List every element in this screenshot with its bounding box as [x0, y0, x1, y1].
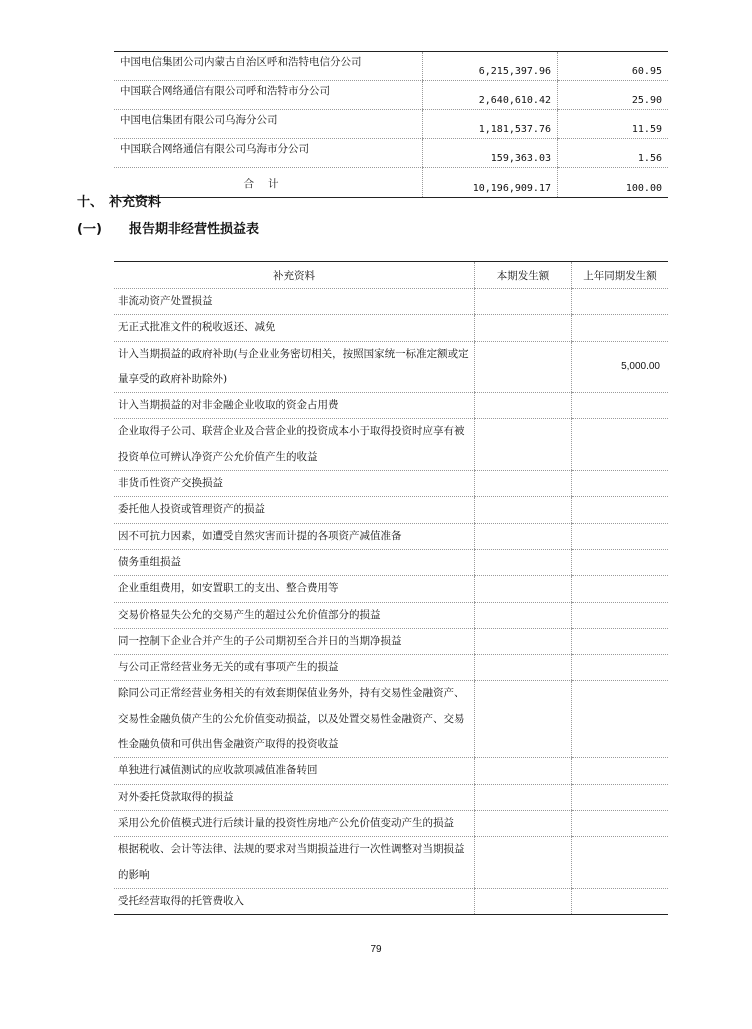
table-row: [114, 289, 668, 315]
prior-period-value: [572, 837, 669, 889]
table-row: [114, 810, 668, 836]
prior-period-value: [572, 576, 669, 602]
supplier-amount: 1,181,537.76: [423, 110, 558, 139]
item-label: 企业重组费用，如安置职工的支出、整合费用等: [114, 576, 475, 602]
item-label: 非货币性资产交换损益: [114, 471, 475, 497]
subsection-number: (一): [77, 222, 102, 237]
item-label: 计入当期损益的对非金融企业收取的资金占用费: [114, 393, 475, 419]
table-row: [114, 419, 668, 471]
current-period-value: [475, 549, 572, 575]
table-row: [114, 576, 668, 602]
table-row: [114, 315, 668, 341]
prior-period-value: [572, 523, 669, 549]
table-row: [114, 655, 668, 681]
table-row: [114, 837, 668, 889]
prior-period-value: [572, 419, 669, 471]
current-period-value: [475, 784, 572, 810]
supplier-name: 中国联合网络通信有限公司乌海市分公司: [114, 139, 423, 168]
prior-period-value: [572, 655, 669, 681]
current-period-value: [475, 758, 572, 784]
item-label: 计入当期损益的政府补助(与企业业务密切相关，按照国家统一标准定额或定量享受的政府补助除外): [114, 341, 475, 393]
current-period-value: [475, 655, 572, 681]
prior-period-value: [572, 549, 669, 575]
subsection-title: 报告期非经营性损益表: [129, 222, 260, 237]
table-row: [114, 471, 668, 497]
prior-period-value: [572, 784, 669, 810]
item-label: 与公司正常经营业务无关的或有事项产生的损益: [114, 655, 475, 681]
current-period-value: [475, 523, 572, 549]
item-label: 采用公允价值模式进行后续计量的投资性房地产公允价值变动产生的损益: [114, 810, 475, 836]
current-period-value: [475, 393, 572, 419]
prior-period-value: [572, 393, 669, 419]
prior-period-value: [572, 888, 669, 914]
supplier-amount: 2,640,610.42: [423, 81, 558, 110]
table-row: [114, 784, 668, 810]
section-number: 十、: [77, 195, 104, 210]
supplier-amount: 6,215,397.96: [423, 52, 558, 81]
table-row: [114, 81, 668, 110]
supplier-amount: 159,363.03: [423, 139, 558, 168]
current-period-value: [475, 471, 572, 497]
header-prior-period: 上年同期发生额: [572, 262, 669, 289]
item-label: 债务重组损益: [114, 549, 475, 575]
section-heading: [77, 191, 161, 210]
item-label: 根据税收、会计等法律、法规的要求对当期损益进行一次性调整对当期损益的影响: [114, 837, 475, 889]
supplier-ratio: 1.56: [558, 139, 669, 168]
header-current-period: 本期发生额: [475, 262, 572, 289]
prior-period-value: [572, 602, 669, 628]
prior-period-value: [572, 497, 669, 523]
total-ratio: 100.00: [558, 168, 669, 198]
table-row: [114, 523, 668, 549]
prior-period-value: 5,000.00: [572, 341, 669, 393]
page-number: 79: [370, 944, 382, 955]
non-recurring-gains-table: [114, 261, 668, 915]
supplier-table: [114, 51, 668, 198]
item-label: 无正式批准文件的税收返还、减免: [114, 315, 475, 341]
table-header-row: [114, 262, 668, 289]
subsection-heading: [77, 218, 260, 237]
prior-period-value: [572, 315, 669, 341]
item-label: 除同公司正常经营业务相关的有效套期保值业务外，持有交易性金融资产、交易性金融负债产生的公允价值变动损益，以及处置交易性金融资产、交易性金融负债和可供出售金融资产取得的投资收益: [114, 681, 475, 758]
supplier-ratio: 11.59: [558, 110, 669, 139]
total-amount: 10,196,909.17: [423, 168, 558, 198]
supplier-name: 中国联合网络通信有限公司呼和浩特市分公司: [114, 81, 423, 110]
header-supplementary: 补充资料: [114, 262, 475, 289]
item-label: 单独进行减值测试的应收款项减值准备转回: [114, 758, 475, 784]
prior-period-value: [572, 471, 669, 497]
item-label: 因不可抗力因素，如遭受自然灾害而计提的各项资产减值准备: [114, 523, 475, 549]
table-row: [114, 497, 668, 523]
current-period-value: [475, 576, 572, 602]
table-row: [114, 110, 668, 139]
table-row: [114, 549, 668, 575]
current-period-value: [475, 837, 572, 889]
table-row: [114, 758, 668, 784]
table-row: [114, 393, 668, 419]
total-row: [114, 168, 668, 198]
item-label: 企业取得子公司、联营企业及合营企业的投资成本小于取得投资时应享有被投资单位可辨认净资产公允价值产生的收益: [114, 419, 475, 471]
table-row: [114, 52, 668, 81]
prior-period-value: [572, 289, 669, 315]
supplier-name: 中国电信集团公司内蒙古自治区呼和浩特电信分公司: [114, 52, 423, 81]
supplier-name: 中国电信集团有限公司乌海分公司: [114, 110, 423, 139]
current-period-value: [475, 289, 572, 315]
total-label: 合计: [114, 168, 423, 198]
current-period-value: [475, 628, 572, 654]
current-period-value: [475, 497, 572, 523]
table-row: [114, 628, 668, 654]
current-period-value: [475, 810, 572, 836]
item-label: 交易价格显失公允的交易产生的超过公允价值部分的损益: [114, 602, 475, 628]
item-label: 受托经营取得的托管费收入: [114, 888, 475, 914]
supplier-ratio: 25.90: [558, 81, 669, 110]
prior-period-value: [572, 681, 669, 758]
prior-period-value: [572, 628, 669, 654]
table-row: [114, 602, 668, 628]
table-row: [114, 341, 668, 393]
item-label: 同一控制下企业合并产生的子公司期初至合并日的当期净损益: [114, 628, 475, 654]
current-period-value: [475, 419, 572, 471]
current-period-value: [475, 888, 572, 914]
current-period-value: [475, 341, 572, 393]
prior-period-value: [572, 758, 669, 784]
item-label: 非流动资产处置损益: [114, 289, 475, 315]
table-row: [114, 139, 668, 168]
supplier-ratio: 60.95: [558, 52, 669, 81]
current-period-value: [475, 602, 572, 628]
table-row: [114, 888, 668, 914]
prior-period-value: [572, 810, 669, 836]
current-period-value: [475, 315, 572, 341]
item-label: 委托他人投资或管理资产的损益: [114, 497, 475, 523]
section-title: 补充资料: [109, 195, 162, 210]
item-label: 对外委托贷款取得的损益: [114, 784, 475, 810]
table-row: [114, 681, 668, 758]
current-period-value: [475, 681, 572, 758]
